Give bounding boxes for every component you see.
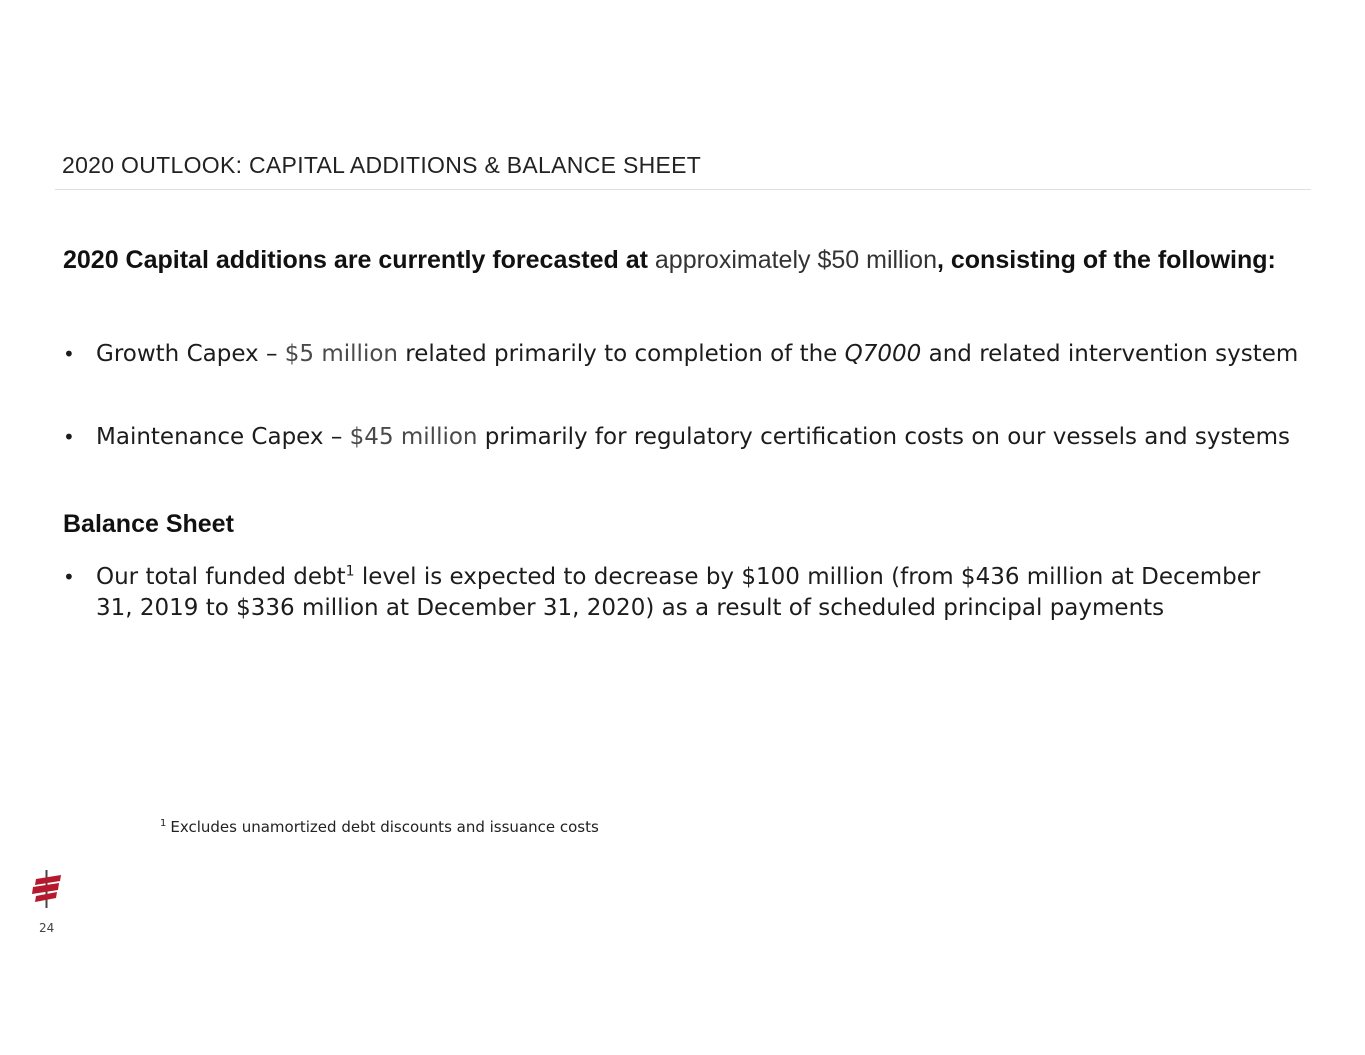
title-divider: [55, 189, 1311, 190]
bullet-text-part-2: level is expected to decrease by $100 million (from $436 million at December 31, 2019 to $336 million at December 31, 2020) as a result of scheduled principal payments: [96, 564, 1261, 621]
growth-capex-bullet: [63, 339, 1303, 370]
balance-sheet-heading: Balance Sheet: [63, 510, 234, 538]
bullet-text-part-1: related primarily to completion of the: [398, 341, 845, 367]
bullet-dot: •: [63, 565, 75, 589]
vessel-name: Q7000: [844, 341, 922, 367]
bullet-lead: Maintenance Capex –: [96, 424, 350, 450]
bullet-amount: $5 million: [284, 341, 398, 367]
bullet-amount: $45 million: [349, 424, 478, 450]
bullet-text-part-2: and related intervention system: [921, 341, 1299, 367]
bullet-text-part-1: Our total funded debt: [96, 564, 346, 590]
funded-debt-bullet: [63, 562, 1303, 624]
heading-amount: approximately $50 million: [654, 246, 937, 274]
footnote-marker: 1: [160, 818, 167, 829]
bullet-text: [96, 562, 1303, 624]
helix-logo-icon: [30, 870, 64, 908]
footnote-text: Excludes unamortized debt discounts and issuance costs: [170, 818, 599, 836]
bullet-lead: Growth Capex –: [96, 341, 285, 367]
capital-additions-heading: [63, 243, 1303, 278]
heading-bold-part-2: , consisting of the following:: [936, 246, 1276, 274]
bullet-text-part-1: primarily for regulatory certification costs on our vessels and systems: [477, 424, 1291, 450]
bullet-text: [96, 422, 1303, 453]
page-number: 24: [39, 921, 55, 935]
page-title: 2020 OUTLOOK: CAPITAL ADDITIONS & BALANCE SHEET: [62, 152, 702, 178]
bullet-dot: •: [63, 425, 75, 449]
heading-bold-part-1: 2020 Capital additions are currently forecasted at: [63, 246, 655, 274]
bullet-text: [96, 339, 1303, 370]
footnote: [160, 818, 599, 836]
maintenance-capex-bullet: [63, 422, 1303, 453]
footnote-reference: 1: [345, 563, 355, 580]
bullet-dot: •: [63, 342, 75, 366]
